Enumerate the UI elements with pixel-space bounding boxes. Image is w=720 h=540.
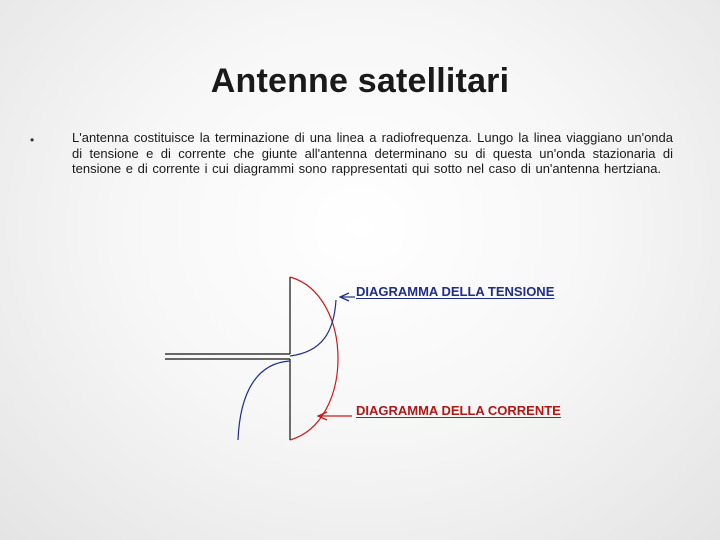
voltage-diagram-label: DIAGRAMMA DELLA TENSIONE bbox=[356, 284, 555, 299]
body-paragraph: L'antenna costituisce la terminazione di una linea a radiofrequenza. Lungo la linea viaggiano un'onda di tensione e di corrente che giunte all'antenna determinano su di questa un'onda stazionaria di tensione e di corrente i cui diagrammi sono rappresentati qui sotto nel caso di un'antenna hertziana. bbox=[72, 130, 673, 177]
current-diagram-label: DIAGRAMMA DELLA CORRENTE bbox=[356, 403, 561, 418]
slide-title: Antenne satellitari bbox=[210, 62, 510, 100]
bullet-icon: • bbox=[30, 133, 35, 147]
voltage-distribution-curve-upper bbox=[290, 300, 336, 356]
voltage-distribution-curve-lower bbox=[238, 361, 290, 440]
